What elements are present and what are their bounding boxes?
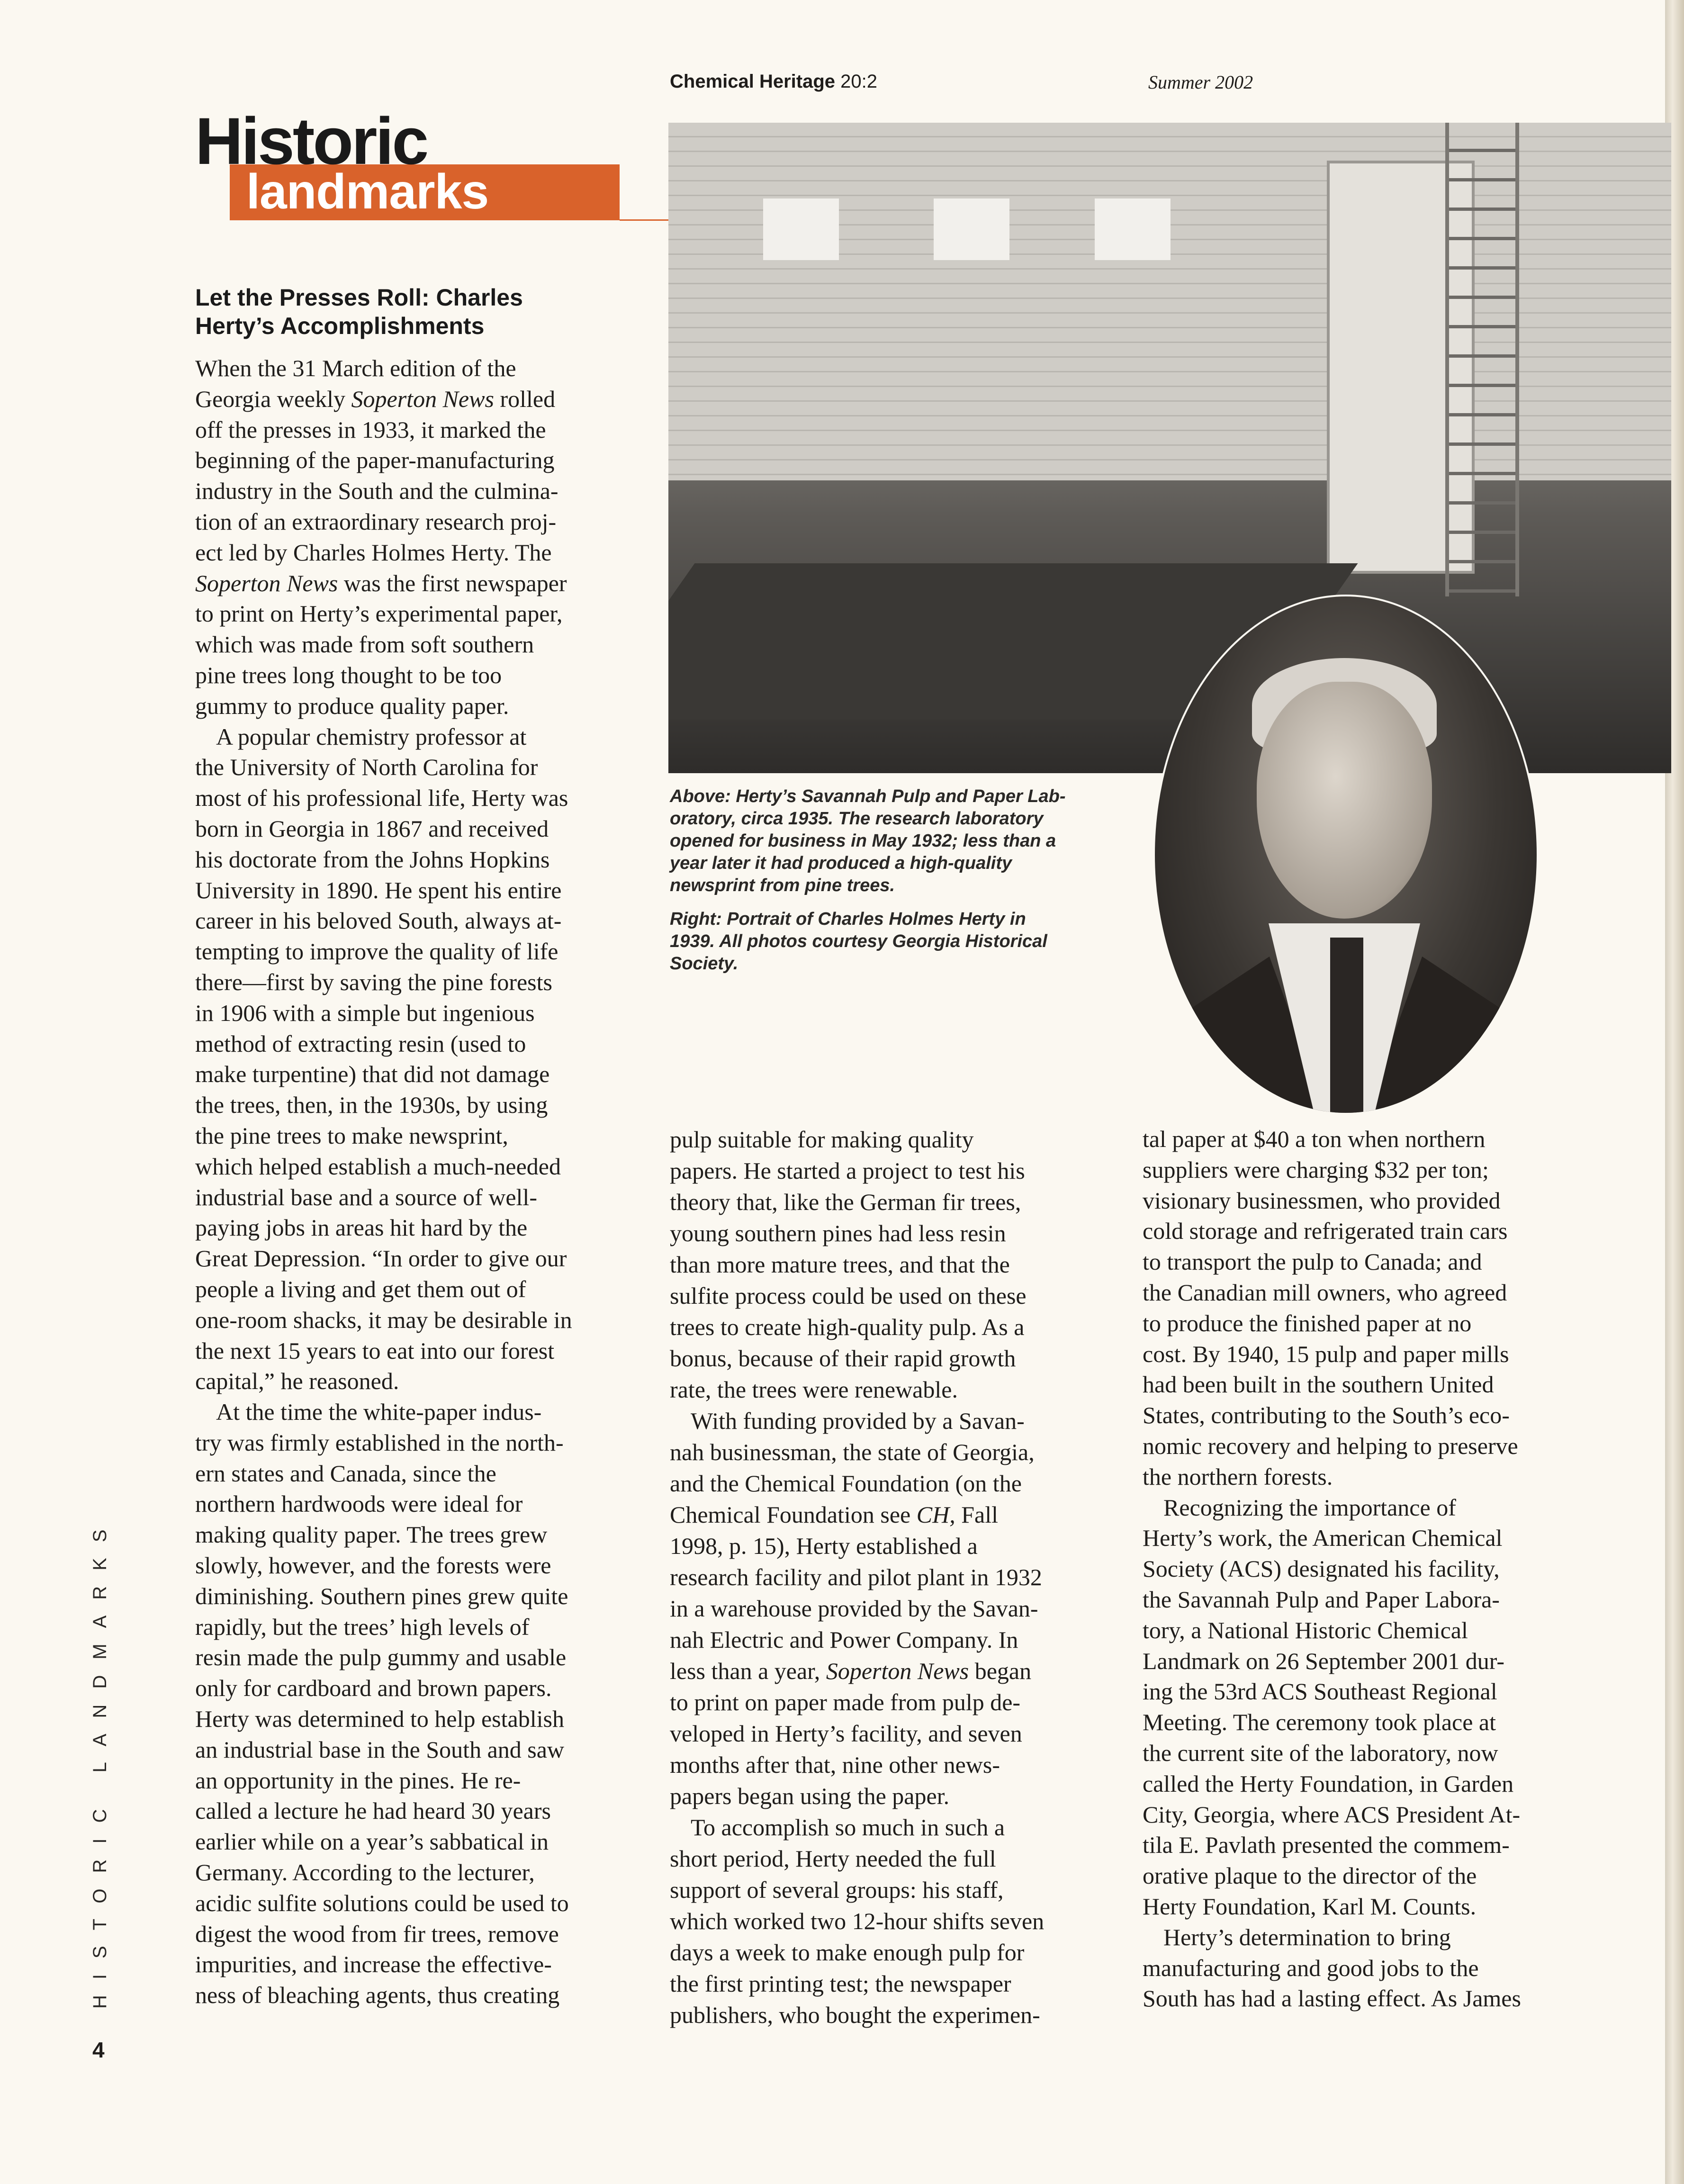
italic-text: Soperton News (826, 1658, 969, 1684)
text-segment: rate, the trees were renewable. (670, 1376, 958, 1403)
text-line (670, 1718, 1044, 1749)
text-line (195, 905, 572, 936)
text-line (1143, 1523, 1521, 1553)
text-segment: gummy to produce quality paper. (195, 692, 509, 719)
text-line (670, 1812, 1044, 1843)
text-segment: days a week to make enough pulp for (670, 1939, 1025, 1966)
text-segment: in a warehouse provided by the Savan- (670, 1595, 1038, 1622)
text-segment: papers began using the paper. (670, 1783, 950, 1809)
text-segment: beginning of the paper-manufacturing (195, 447, 555, 474)
text-segment: which helped establish a much-needed (195, 1153, 561, 1180)
text-line (195, 1366, 572, 1397)
text-line (1143, 1277, 1521, 1308)
text-line (1143, 1922, 1521, 1953)
text-line (670, 1874, 1044, 1905)
text-line (195, 722, 572, 752)
section-logo-landmarks: landmarks (246, 164, 489, 219)
text-line (670, 1436, 1044, 1468)
photo-wall (668, 123, 1671, 480)
text-segment: was the first newspaper (338, 569, 567, 596)
text-segment: tion of an extraordinary research proj- (195, 508, 557, 535)
text-segment: A popular chemistry professor at (216, 723, 527, 750)
text-line (1143, 1216, 1521, 1246)
text-line (195, 998, 572, 1029)
text-segment: nah businessman, the state of Georgia, (670, 1439, 1035, 1465)
text-segment: cold storage and refrigerated train cars (1143, 1218, 1508, 1245)
photo-window (1095, 199, 1171, 260)
text-line (1143, 1769, 1521, 1799)
text-line (195, 1397, 572, 1427)
text-column-3 (1143, 1124, 1521, 2014)
text-line (670, 1999, 1044, 2031)
text-line (195, 1029, 572, 1059)
text-line (195, 1612, 572, 1643)
text-segment: bonus, because of their rapid growth (670, 1345, 1016, 1372)
text-segment: than more mature trees, and that the (670, 1251, 1010, 1278)
text-line (195, 813, 572, 844)
text-line (195, 1765, 572, 1796)
text-line (195, 598, 572, 629)
text-segment: called the Herty Foundation, in Garden (1143, 1770, 1514, 1797)
text-segment: to produce the finished paper at no (1143, 1309, 1472, 1336)
text-line (195, 967, 572, 998)
text-segment: diminishing. Southern pines grew quite (195, 1582, 568, 1609)
text-line (195, 1212, 572, 1243)
text-line (670, 1468, 1044, 1499)
text-segment: Fall (955, 1501, 998, 1528)
section-logo-rule (620, 219, 669, 221)
text-segment: an opportunity in the pines. He re- (195, 1767, 521, 1794)
text-line (1143, 1953, 1521, 1984)
text-line (670, 1687, 1044, 1718)
text-segment: orative plaque to the director of the (1143, 1862, 1477, 1889)
text-segment: rapidly, but the trees’ high levels of (195, 1613, 530, 1640)
text-segment: the first printing test; the newspaper (670, 1970, 1011, 1997)
text-segment: tila E. Pavlath presented the commem- (1143, 1832, 1510, 1859)
text-segment: resin made the pulp gummy and usable (195, 1644, 567, 1671)
text-segment: his doctorate from the Johns Hopkins (195, 846, 550, 873)
text-segment: to print on paper made from pulp de- (670, 1689, 1021, 1715)
text-line (670, 1249, 1044, 1280)
text-segment: Herty’s determination to bring (1163, 1923, 1451, 1950)
text-line (195, 1581, 572, 1612)
text-segment: young southern pines had less resin (670, 1220, 1006, 1246)
text-line (195, 691, 572, 722)
text-segment: theory that, like the German fir trees, (670, 1189, 1021, 1215)
caption-line: newsprint from pine trees. (670, 875, 895, 895)
text-line (1143, 1246, 1521, 1277)
text-line (670, 1405, 1044, 1436)
text-segment: ing the 53rd ACS Southeast Regional (1143, 1678, 1497, 1705)
text-line (195, 1182, 572, 1213)
text-segment: rolled (494, 385, 556, 412)
text-segment: most of his professional life, Herty was (195, 785, 568, 812)
text-line (195, 506, 572, 537)
text-line (195, 1857, 572, 1888)
text-line (1143, 1492, 1521, 1523)
text-line (195, 1090, 572, 1120)
caption-line: year later it had produced a high-quality (670, 853, 1012, 873)
text-column-2 (670, 1124, 1044, 2031)
text-line (195, 384, 572, 415)
text-line (1143, 1707, 1521, 1738)
text-line (1143, 1553, 1521, 1584)
text-line (195, 1888, 572, 1919)
text-segment: slowly, however, and the forests were (195, 1552, 551, 1579)
text-segment: support of several groups: his staff, (670, 1877, 1004, 1903)
text-line (1143, 1799, 1521, 1830)
caption-right (670, 908, 1120, 975)
caption-line: oratory, circa 1935. The research laboratory (670, 809, 1044, 829)
issue-number: 20:2 (840, 71, 878, 92)
text-line (1143, 1738, 1521, 1769)
text-segment: earlier while on a year’s sabbatical in (195, 1828, 549, 1855)
text-line (1143, 1646, 1521, 1677)
text-segment: people a living and get them out of (195, 1275, 526, 1302)
text-line (670, 1155, 1044, 1186)
side-label-text: HISTORIC LANDMARKS (90, 1514, 110, 2009)
text-line (195, 353, 572, 384)
text-line (195, 1489, 572, 1519)
text-line (195, 1243, 572, 1274)
photo-ladder (1445, 123, 1519, 596)
text-line (1143, 1676, 1521, 1707)
text-line (670, 1218, 1044, 1249)
text-segment: had been built in the southern United (1143, 1371, 1494, 1398)
section-logo-historic: Historic (195, 104, 427, 178)
portrait-tie (1330, 938, 1363, 1115)
text-segment: the next 15 years to eat into our forest (195, 1337, 555, 1364)
text-line (1143, 1369, 1521, 1400)
text-segment: nomic recovery and helping to preserve (1143, 1432, 1518, 1459)
text-line (1143, 1584, 1521, 1615)
text-line (670, 1124, 1044, 1155)
text-line (670, 1561, 1044, 1593)
text-line (195, 1120, 572, 1151)
text-line (670, 1186, 1044, 1218)
text-segment: nah Electric and Power Company. In (670, 1626, 1018, 1653)
text-line (195, 1427, 572, 1458)
text-line (195, 537, 572, 568)
text-line (195, 875, 572, 906)
text-segment: Chemical Foundation see (670, 1501, 917, 1528)
text-segment: began (969, 1658, 1032, 1684)
text-line (1143, 1124, 1521, 1155)
text-segment: impurities, and increase the effective- (195, 1951, 552, 1978)
text-line (195, 844, 572, 875)
text-line (195, 1336, 572, 1366)
text-line (195, 476, 572, 506)
text-segment: Landmark on 26 September 2001 dur- (1143, 1647, 1505, 1674)
text-line (670, 1655, 1044, 1687)
text-segment: 1998, p. 15), Herty established a (670, 1533, 978, 1559)
text-line (1143, 1860, 1521, 1891)
text-line (1143, 1155, 1521, 1185)
text-segment: South has had a lasting effect. As James (1143, 1985, 1521, 2012)
text-segment: papers. He started a project to test his (670, 1157, 1025, 1184)
text-segment: months after that, nine other news- (670, 1751, 1000, 1778)
text-segment: acidic sulfite solutions could be used to (195, 1889, 569, 1916)
text-segment: Georgia weekly (195, 385, 351, 412)
text-line (195, 1458, 572, 1489)
text-line (1143, 1185, 1521, 1216)
article-subhead (195, 283, 621, 340)
text-line (670, 1280, 1044, 1311)
text-segment: northern hardwoods were ideal for (195, 1490, 523, 1517)
text-line (195, 1704, 572, 1734)
text-segment: to print on Herty’s experimental paper, (195, 600, 563, 627)
text-segment: in 1906 with a simple but ingenious (195, 999, 535, 1026)
text-line (195, 1519, 572, 1550)
text-line (195, 783, 572, 813)
text-segment: suppliers were charging $32 per ton; (1143, 1156, 1489, 1183)
running-head-date: Summer 2002 (1148, 72, 1253, 93)
herty-portrait (1153, 595, 1539, 1115)
text-line (1143, 1400, 1521, 1431)
text-segment: the pine trees to make newsprint, (195, 1122, 508, 1149)
text-segment: try was firmly established in the north- (195, 1429, 564, 1456)
text-segment: visionary businessmen, who provided (1143, 1187, 1501, 1214)
text-line (195, 1274, 572, 1305)
text-line (195, 1151, 572, 1182)
running-head-magazine (670, 71, 877, 92)
side-section-label (90, 1516, 112, 2009)
italic-text: CH, (916, 1501, 955, 1528)
text-segment: born in Georgia in 1867 and received (195, 815, 549, 842)
text-line (670, 1593, 1044, 1624)
text-line (195, 1642, 572, 1673)
text-segment: ect led by Charles Holmes Herty. The (195, 539, 552, 566)
italic-text: Soperton News (195, 569, 338, 596)
text-segment: Herty Foundation, Karl M. Counts. (1143, 1893, 1477, 1920)
text-segment: capital,” he reasoned. (195, 1368, 399, 1395)
text-segment: ern states and Canada, since the (195, 1460, 496, 1487)
text-line (195, 1305, 572, 1336)
text-segment: publishers, who bought the experimen- (670, 2002, 1040, 2028)
text-segment: To accomplish so much in such a (691, 1814, 1005, 1841)
text-segment: less than a year, (670, 1658, 826, 1684)
text-segment: pulp suitable for making quality (670, 1126, 974, 1153)
text-segment: there—first by saving the pine forests (195, 968, 552, 995)
text-line (195, 660, 572, 691)
text-line (670, 1937, 1044, 1968)
text-line (670, 1843, 1044, 1874)
subhead-line: Herty’s Accomplishments (195, 313, 485, 339)
text-segment: Recognizing the importance of (1163, 1494, 1456, 1521)
text-line (670, 1311, 1044, 1343)
text-line (195, 415, 572, 445)
text-line (670, 1499, 1044, 1530)
text-line (195, 1980, 572, 2011)
text-segment: tory, a National Historic Chemical (1143, 1616, 1468, 1643)
portrait-face (1257, 682, 1432, 919)
text-segment: one-room shacks, it may be desirable in (195, 1306, 572, 1333)
text-line (195, 445, 572, 476)
text-segment: to transport the pulp to Canada; and (1143, 1248, 1482, 1275)
text-line (195, 752, 572, 783)
text-segment: cost. By 1940, 15 pulp and paper mills (1143, 1340, 1509, 1367)
caption-above (670, 785, 1120, 897)
caption-line: Society. (670, 954, 738, 974)
text-segment: trees to create high-quality pulp. As a (670, 1314, 1025, 1340)
text-line (195, 1059, 572, 1090)
text-segment: paying jobs in areas hit hard by the (195, 1214, 528, 1241)
text-line (195, 1919, 572, 1949)
text-segment: When the 31 March edition of the (195, 355, 516, 381)
text-line (670, 1780, 1044, 1812)
text-segment: the current site of the laboratory, now (1143, 1739, 1498, 1766)
text-line (1143, 1830, 1521, 1860)
subhead-line: Let the Presses Roll: Charles (195, 284, 523, 311)
text-segment: States, contributing to the South’s eco- (1143, 1402, 1510, 1429)
text-segment: career in his beloved South, always at- (195, 907, 562, 934)
text-line (1143, 1983, 1521, 2014)
text-segment: pine trees long thought to be too (195, 661, 502, 688)
text-line (1143, 1462, 1521, 1492)
text-segment: manufacturing and good jobs to the (1143, 1954, 1479, 1981)
text-segment: industry in the South and the culmina- (195, 478, 558, 505)
caption-line: Above: Herty’s Savannah Pulp and Paper Lab- (670, 786, 1066, 806)
text-line (195, 568, 572, 599)
text-line (195, 1550, 572, 1581)
text-line (670, 1905, 1044, 1937)
text-segment: research facility and pilot plant in 1932 (670, 1564, 1042, 1590)
text-segment: which was made from soft southern (195, 631, 534, 658)
text-segment: making quality paper. The trees grew (195, 1521, 548, 1548)
text-line (1143, 1339, 1521, 1370)
text-segment: the trees, then, in the 1930s, by using (195, 1092, 548, 1119)
text-line (195, 1949, 572, 1980)
text-segment: digest the wood from fir trees, remove (195, 1920, 559, 1947)
text-segment: At the time the white-paper indus- (216, 1399, 542, 1426)
text-line (670, 1374, 1044, 1405)
caption-line: 1939. All photos courtesy Georgia Historical (670, 931, 1047, 951)
text-segment: tal paper at $40 a ton when northern (1143, 1126, 1486, 1152)
text-line (1143, 1615, 1521, 1646)
text-segment: industrial base and a source of well- (195, 1183, 537, 1210)
text-segment: tempting to improve the quality of life (195, 938, 558, 965)
text-segment: the Canadian mill owners, who agreed (1143, 1279, 1507, 1306)
text-line (1143, 1431, 1521, 1462)
text-segment: sulfite process could be used on these (670, 1282, 1027, 1309)
photo-window (934, 199, 1009, 260)
text-line (195, 1826, 572, 1857)
text-segment: Great Depression. “In order to give our (195, 1245, 567, 1272)
text-segment: veloped in Herty’s facility, and seven (670, 1720, 1022, 1747)
text-line (1143, 1308, 1521, 1339)
caption-gap (670, 897, 1120, 908)
text-segment: the University of North Carolina for (195, 754, 538, 781)
italic-text: Soperton News (351, 385, 494, 412)
photo-window (763, 199, 839, 260)
photo-captions (670, 785, 1120, 975)
text-line (195, 1796, 572, 1826)
text-line (670, 1530, 1044, 1561)
page-number: 4 (92, 2038, 105, 2062)
text-segment: only for cardboard and brown papers. (195, 1675, 552, 1702)
text-segment: the Savannah Pulp and Paper Labora- (1143, 1586, 1500, 1613)
caption-line: Right: Portrait of Charles Holmes Herty in (670, 909, 1026, 929)
text-segment: Herty was determined to help establish (195, 1706, 564, 1733)
text-segment: an industrial base in the South and saw (195, 1736, 565, 1763)
text-line (670, 1968, 1044, 1999)
text-segment: Germany. According to the lecturer, (195, 1859, 535, 1886)
text-segment: Society (ACS) designated his facility, (1143, 1555, 1500, 1582)
text-segment: called a lecture he had heard 30 years (195, 1797, 551, 1824)
text-segment: make turpentine) that did not damage (195, 1061, 550, 1088)
text-segment: off the presses in 1933, it marked the (195, 416, 546, 443)
text-line (195, 1734, 572, 1765)
laboratory-photo (668, 123, 1671, 773)
text-column-1 (195, 353, 572, 2011)
text-line (195, 1673, 572, 1704)
caption-line: opened for business in May 1932; less than a (670, 831, 1056, 851)
text-segment: the northern forests. (1143, 1463, 1333, 1490)
text-line (670, 1343, 1044, 1374)
text-segment: ness of bleaching agents, thus creating (195, 1982, 560, 2009)
text-segment: which worked two 12-hour shifts seven (670, 1908, 1045, 1934)
text-segment: and the Chemical Foundation (on the (670, 1470, 1022, 1497)
text-segment: Meeting. The ceremony took place at (1143, 1709, 1496, 1736)
text-segment: University in 1890. He spent his entire (195, 876, 562, 903)
text-segment: method of extracting resin (used to (195, 1030, 526, 1057)
text-line (195, 629, 572, 660)
text-line (1143, 1891, 1521, 1922)
text-segment: With funding provided by a Savan- (691, 1408, 1025, 1434)
text-line (670, 1624, 1044, 1655)
text-line (195, 936, 572, 967)
text-segment: City, Georgia, where ACS President At- (1143, 1801, 1521, 1828)
magazine-title: Chemical Heritage (670, 71, 836, 92)
text-line (670, 1749, 1044, 1780)
text-segment: Herty’s work, the American Chemical (1143, 1525, 1503, 1552)
text-segment: short period, Herty needed the full (670, 1845, 996, 1872)
